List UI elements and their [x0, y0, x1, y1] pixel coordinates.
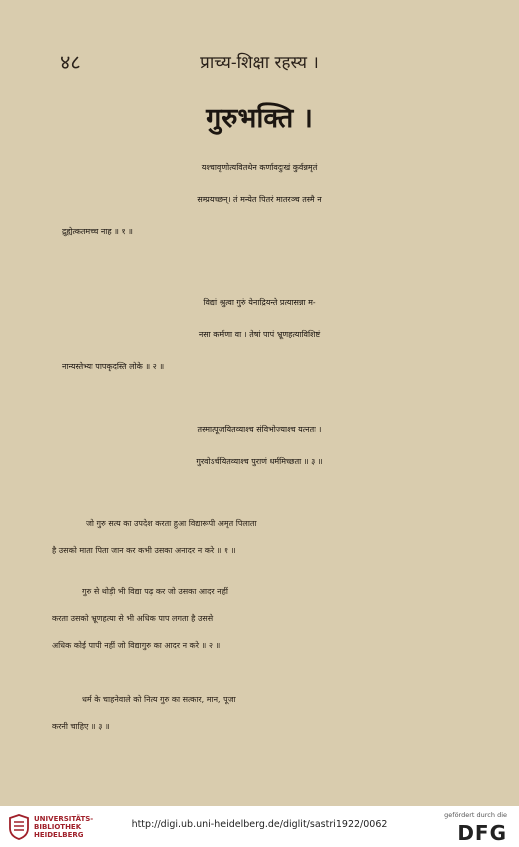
translation-line: धर्म के चाहनेवाले को नित्य गुरु का सत्कार, मान, पूजा [82, 695, 236, 704]
page-number: ४८ [60, 50, 81, 74]
hindi-translation-1 [0, 510, 519, 564]
translation-line: जो गुरु सत्य का उपदेश करता हुआ विद्यारूपी अमृत पिलाता [86, 519, 257, 528]
dfg-logo: DFG [457, 821, 507, 845]
running-title: प्राच्य-शिक्षा रहस्य । [200, 53, 319, 73]
translation-line: अधिक कोई पापी नहीं जो विद्यागुरु का आदर न करे ॥ २ ॥ [52, 641, 221, 650]
section-heading: गुरुभक्ति । [206, 103, 313, 134]
institution-line: HEIDELBERG [34, 831, 84, 839]
translation-line: है उसको माता पिता जान कर कभी उसका अनादर न करे ॥ १ ॥ [52, 546, 236, 555]
verse-line: गुरवोऽर्चयितव्याश्च पुराणं धर्ममिच्छता ॥ ३ ॥ [196, 457, 323, 466]
translation-line: करता उसको भ्रूणहत्या से भी अधिक पाप लगता है उससे [52, 614, 214, 623]
verse-line: विद्यां श्रुत्वा गुरुं येनाद्रियन्ते प्रत्यासन्ना म- [203, 298, 316, 307]
verse-line: नान्यस्तेभ्यः पापकृदस्ति लोके ॥ २ ॥ [62, 362, 165, 371]
institution-line: UNIVERSITÄTS- [34, 815, 94, 823]
hindi-translation-3 [0, 686, 519, 740]
verse-line: द्रुह्येत्कतमच्च नाह ॥ १ ॥ [62, 227, 133, 236]
sanskrit-verse-2 [0, 287, 519, 383]
hindi-translation-2 [0, 578, 519, 659]
funding-note: gefördert durch die [444, 811, 507, 819]
translation-line: गुरु से थोड़ी भी विद्या पढ़ कर जो उसका आदर नहीं [82, 587, 228, 596]
sanskrit-verse-3 [0, 414, 519, 478]
source-url-link[interactable]: http://digi.ub.uni-heidelberg.de/diglit/sastri1922/0062 [131, 819, 388, 830]
verse-line: नसा कर्मणा वा । तेषां पापं भ्रूणहत्याविशिष्टं [198, 330, 321, 339]
translation-line: करनी चाहिए ॥ ३ ॥ [52, 722, 110, 731]
institution-line: BIBLIOTHEK [34, 823, 82, 831]
digitization-footer [0, 806, 519, 847]
page-header [0, 48, 519, 78]
verse-line: तस्मात्पूजयितव्याश्च संविभोज्याश्च यत्नतः । [197, 425, 322, 434]
verse-line: सम्प्रयच्छन्। तं मन्येत पितरं मातरञ्च तस्मै न [197, 195, 322, 204]
verse-line: यश्चावृणोत्यवितथेन कर्णावदुःखं कुर्वन्नमृतं [201, 163, 318, 172]
sanskrit-verse-1 [0, 152, 519, 248]
